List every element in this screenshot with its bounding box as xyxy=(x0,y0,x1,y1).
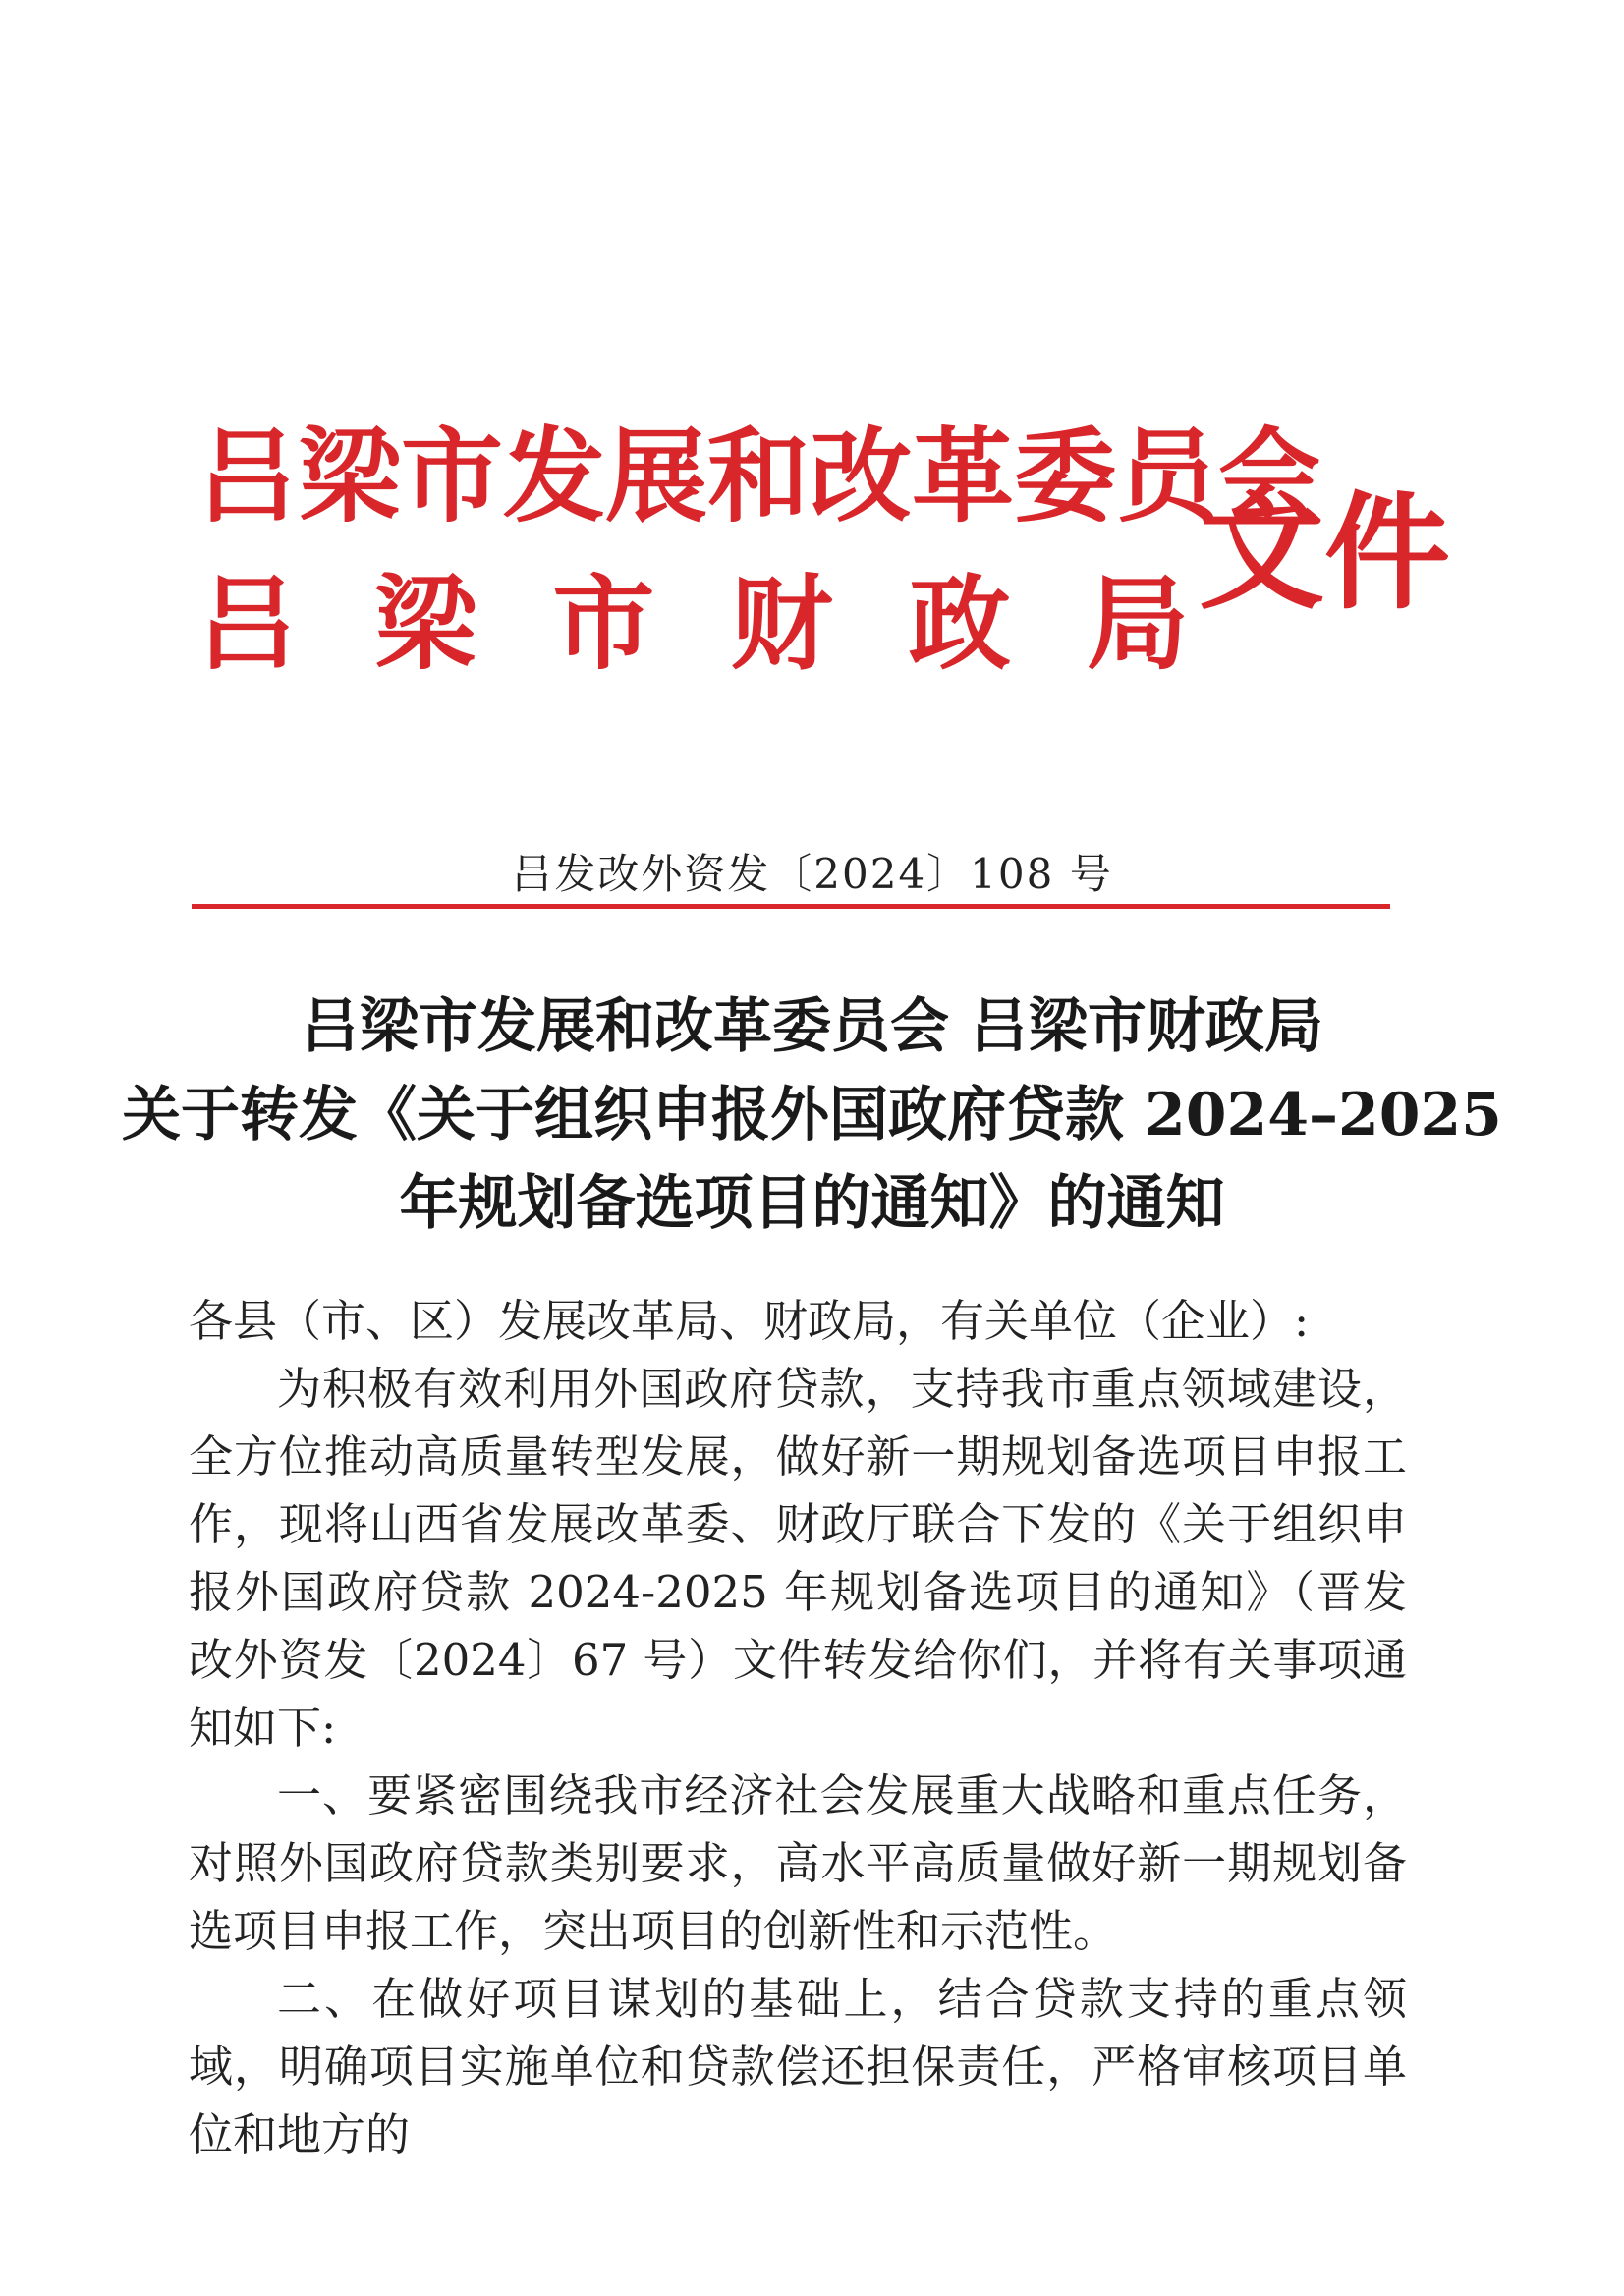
title-line-3: 年规划备选项目的通知》的通知 xyxy=(399,1169,1225,1238)
document-body xyxy=(189,1287,1407,2168)
title-line-2: 关于转发《关于组织申报外国政府贷款 2024–2025 xyxy=(122,1081,1502,1149)
masthead-issuer-2-char: 吕 xyxy=(196,563,300,684)
body-paragraph: 二、在做好项目谋划的基础上，结合贷款支持的重点领域，明确项目实施单位和贷款偿还担保责任，严格审核项目单位和地方的 xyxy=(189,1973,1407,2160)
masthead-issuer-2-char: 财 xyxy=(730,563,833,684)
body-paragraph: 一、要紧密围绕我市经济社会发展重大战略和重点任务，对照外国政府贷款类别要求，高水平高质量做好新一期规划备选项目申报工作，突出项目的创新性和示范性。 xyxy=(189,1769,1407,1957)
title-line-1: 吕梁市发展和改革委员会 吕梁市财政局 xyxy=(301,992,1323,1061)
masthead-issuer-2-char: 市 xyxy=(552,563,655,684)
red-divider-line xyxy=(192,904,1390,909)
masthead-issuer-2-char: 梁 xyxy=(374,563,477,684)
masthead-issuer-1: 吕梁市发展和改革委员会 xyxy=(196,416,1321,536)
masthead-issuer-2-char: 局 xyxy=(1086,563,1189,684)
masthead-issuer-2-char: 政 xyxy=(908,563,1011,684)
body-paragraph: 为积极有效利用外国政府贷款，支持我市重点领域建设，全方位推动高质量转型发展，做好新一期规划备选项目申报工作，现将山西省发展改革委、财政厅联合下发的《关于组织申报外国政府贷款 2024-2025 年规划备选项目的通知》（晋发改外资发〔2024〕67 号）文件转发给你们，并将有关事项通知如下: xyxy=(189,1363,1407,1754)
masthead-issuer-2 xyxy=(196,560,1189,688)
salutation: 各县（市、区）发展改革局、财政局，有关单位（企业）: xyxy=(189,1295,1310,1347)
document-number: 吕发改外资发〔2024〕108 号 xyxy=(511,850,1113,898)
red-masthead xyxy=(196,413,1474,698)
document-title xyxy=(0,982,1624,1248)
masthead-suffix: 文件 xyxy=(1199,479,1451,627)
